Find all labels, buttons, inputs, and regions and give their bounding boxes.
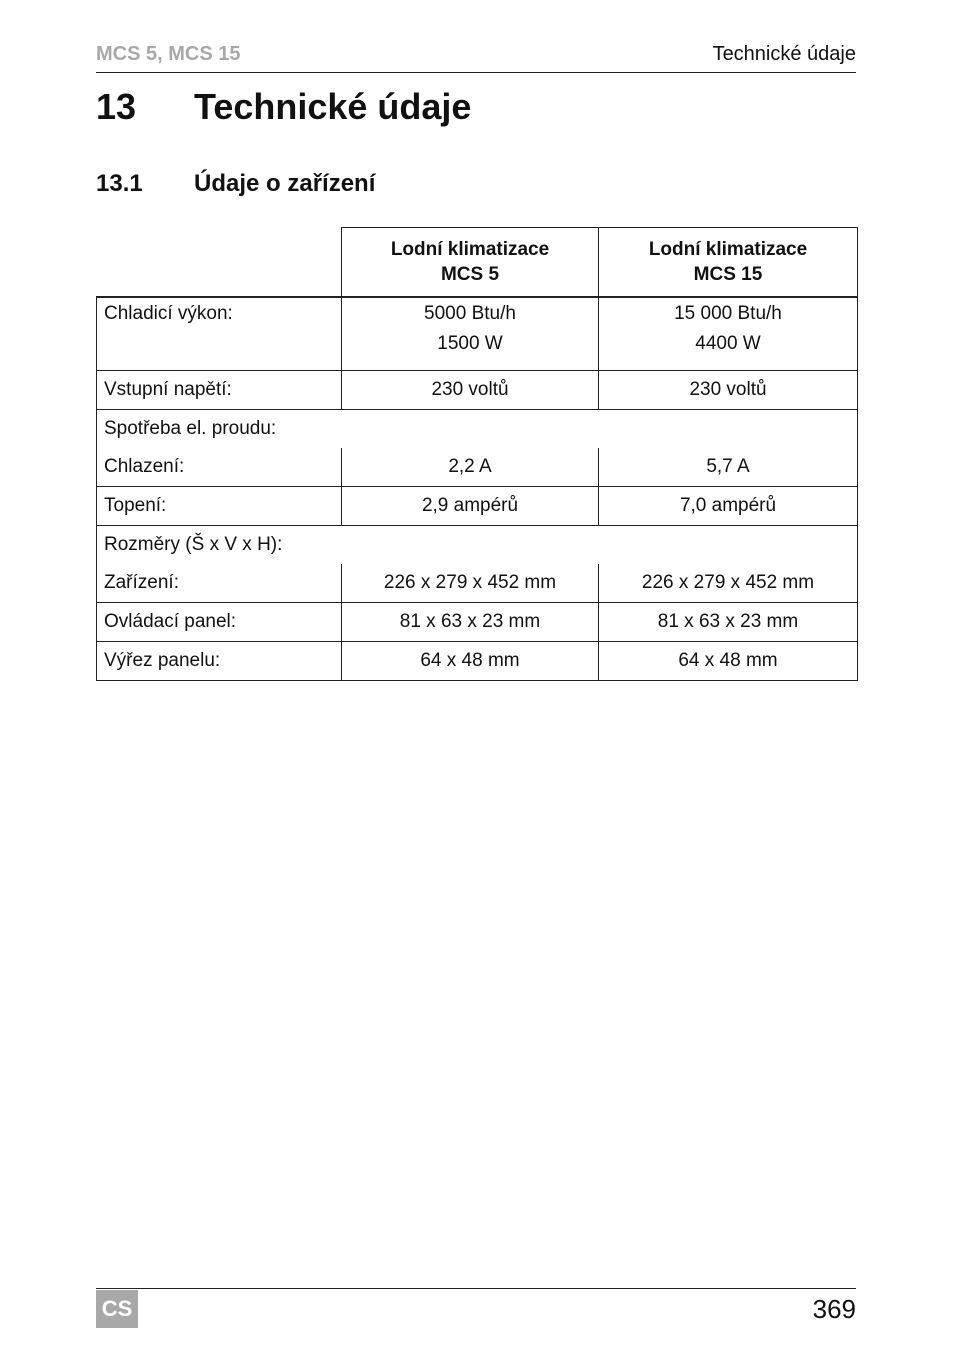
chapter-heading <box>96 86 471 128</box>
table-header-row <box>97 228 858 298</box>
header-model-names: MCS 5, MCS 15 <box>96 43 241 65</box>
table-row-cooling-current <box>97 448 858 487</box>
header-section-title: Technické údaje <box>712 43 856 65</box>
table-row-group-consumption <box>97 410 858 449</box>
page-number: 369 <box>812 1294 856 1324</box>
row-label: Výřez panelu: <box>97 642 342 681</box>
table-row-cooling-capacity <box>97 297 858 371</box>
column-header-mcs15-line2: MCS 15 <box>693 264 763 285</box>
section-number: 13.1 <box>96 170 143 197</box>
page-header <box>96 40 856 73</box>
value-watt: 4400 W <box>695 333 761 354</box>
cell-mcs15: 226 x 279 x 452 mm <box>599 564 858 603</box>
column-header-mcs5-line1: Lodní klimatizace <box>390 239 550 260</box>
chapter-number: 13 <box>96 86 137 127</box>
table-row-group-dimensions <box>97 526 858 565</box>
row-label: Chlazení: <box>97 448 342 487</box>
row-label: Vstupní napětí: <box>97 371 342 410</box>
cell-mcs5: 2,2 A <box>342 448 599 487</box>
column-header-mcs5-line2: MCS 5 <box>440 264 500 285</box>
section-title: Údaje o zařízení <box>194 170 376 197</box>
cell-mcs5: 2,9 ampérů <box>342 487 599 526</box>
table-row-device-dimensions <box>97 564 858 603</box>
row-label: Ovládací panel: <box>97 603 342 642</box>
row-label: Chladicí výkon: <box>97 297 342 371</box>
column-header-mcs15-line1: Lodní klimatizace <box>648 239 808 260</box>
group-label: Rozměry (Š x V x H): <box>97 526 858 565</box>
cell-mcs5: 230 voltů <box>342 371 599 410</box>
column-header-mcs15 <box>599 228 858 298</box>
cell-mcs5: 226 x 279 x 452 mm <box>342 564 599 603</box>
value-btu: 15 000 Btu/h <box>674 303 782 324</box>
row-label: Zařízení: <box>97 564 342 603</box>
table-row-input-voltage <box>97 371 858 410</box>
table-row-panel-cutout <box>97 642 858 681</box>
cell-mcs5 <box>342 297 599 371</box>
chapter-title: Technické údaje <box>194 86 472 127</box>
value-btu: 5000 Btu/h <box>424 303 516 324</box>
cell-mcs15: 64 x 48 mm <box>599 642 858 681</box>
language-badge: CS <box>96 1290 138 1328</box>
cell-mcs15: 81 x 63 x 23 mm <box>599 603 858 642</box>
column-header-mcs5 <box>342 228 599 298</box>
footer-divider <box>96 1288 856 1289</box>
cell-mcs15: 5,7 A <box>599 448 858 487</box>
cell-mcs15: 230 voltů <box>599 371 858 410</box>
cell-mcs15 <box>599 297 858 371</box>
cell-mcs5: 64 x 48 mm <box>342 642 599 681</box>
group-label: Spotřeba el. proudu: <box>97 410 858 449</box>
row-label: Topení: <box>97 487 342 526</box>
section-heading <box>96 170 375 198</box>
cell-mcs15: 7,0 ampérů <box>599 487 858 526</box>
cell-mcs5: 81 x 63 x 23 mm <box>342 603 599 642</box>
value-watt: 1500 W <box>437 333 503 354</box>
device-specs-table <box>96 227 858 681</box>
table-row-control-panel-dimensions <box>97 603 858 642</box>
header-empty-cell <box>97 228 342 298</box>
table-row-heating-current <box>97 487 858 526</box>
